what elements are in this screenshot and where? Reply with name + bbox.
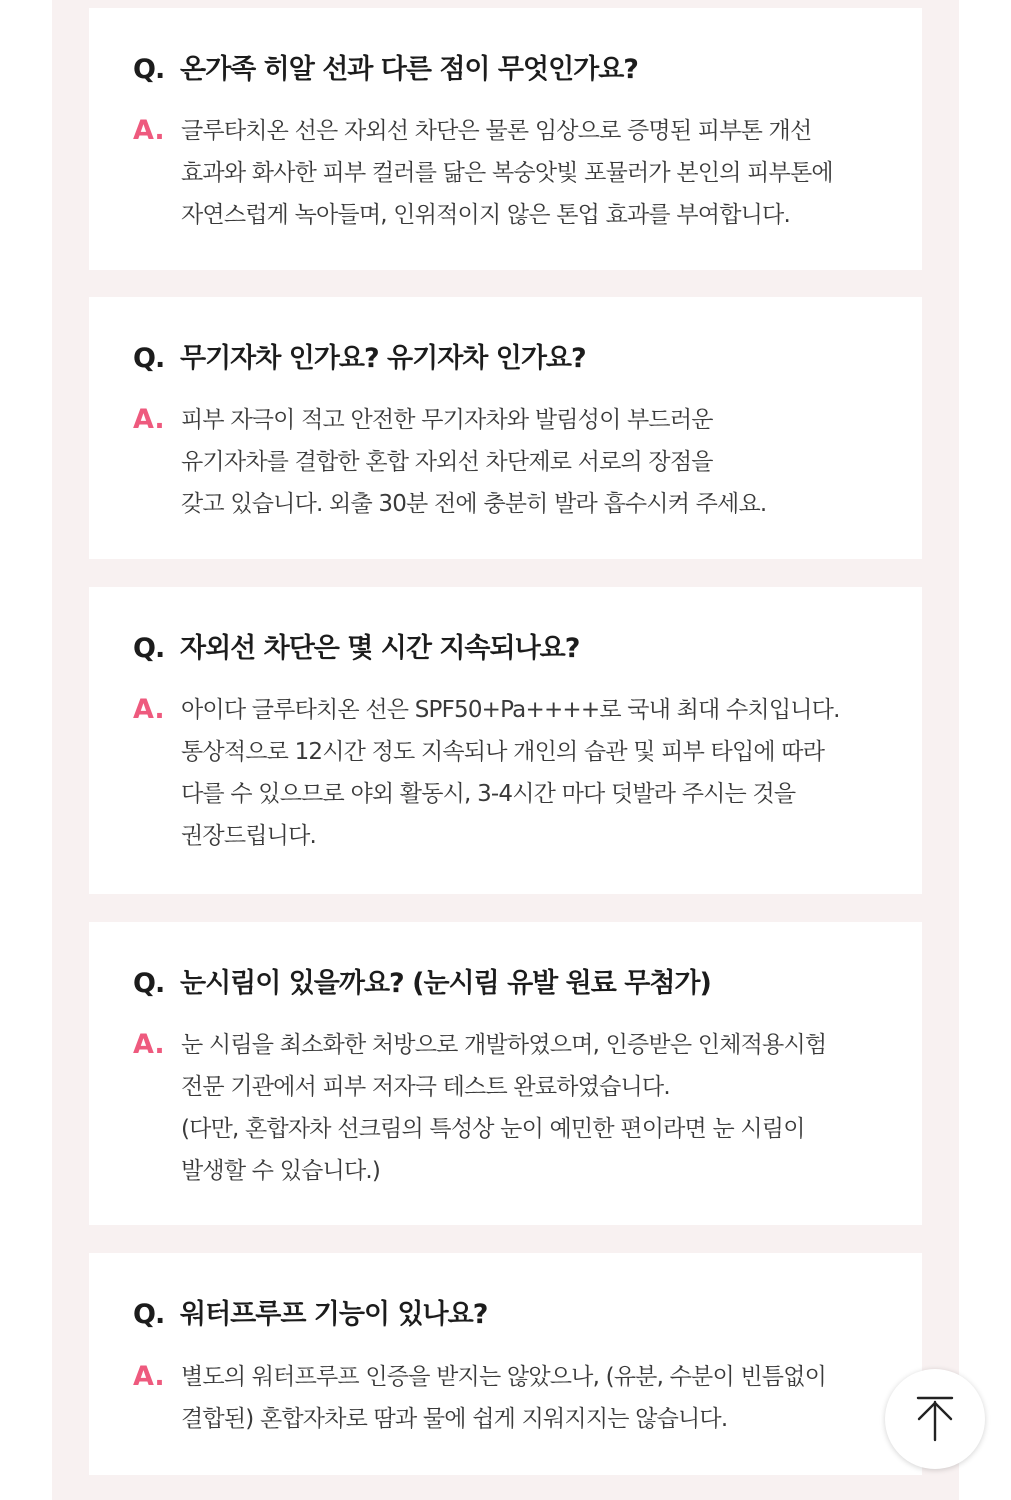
answer-mark: A. [133,694,165,725]
answer-line: 글루타치온 선은 자외선 차단은 물론 임상으로 증명된 피부톤 개선 [181,118,812,144]
answer-mark: A. [133,1361,165,1392]
answer-mark: A. [133,1029,165,1060]
faq-question [133,339,902,379]
answer-line: 피부 자극이 적고 안전한 무기자차와 발림성이 부드러운 [181,407,713,433]
question-mark: Q. [133,968,165,999]
answer-line: 결합된) 혼합자차로 땀과 물에 쉽게 지워지지는 않습니다. [181,1406,728,1432]
answer-line: 갖고 있습니다. 외출 30분 전에 충분히 발라 흡수시켜 주세요. [181,491,767,517]
question-mark: Q. [133,343,165,374]
question-mark: Q. [133,633,165,664]
answer-line: 다를 수 있으므로 야외 활동시, 3-4시간 마다 덧발라 주시는 것을 [181,781,796,807]
answer-line: 전문 기관에서 피부 저자극 테스트 완료하였습니다. [181,1074,670,1100]
answer-line: 유기자차를 결합한 혼합 자외선 차단제로 서로의 장점을 [181,449,713,475]
arrow-up-icon [910,1394,960,1444]
faq-question [133,50,902,90]
answer-line: 아이다 글루타치온 선은 SPF50+Pa++++로 국내 최대 수치입니다. [181,697,840,723]
faq-item [89,8,922,270]
question-mark: Q. [133,54,165,85]
answer-line: 효과와 화사한 피부 컬러를 닮은 복숭앗빛 포뮬러가 본인의 피부톤에 [181,160,833,186]
answer-line: 발생할 수 있습니다.) [181,1158,381,1184]
faq-item [89,297,922,559]
faq-question [133,629,902,669]
faq-question [133,1295,902,1335]
question-mark: Q. [133,1299,165,1330]
answer-line: 권장드립니다. [181,823,317,849]
faq-item [89,1253,922,1475]
answer-line: (다만, 혼합자차 선크림의 특성상 눈이 예민한 편이라면 눈 시림이 [181,1116,805,1142]
scroll-top-button[interactable] [885,1369,985,1469]
faq-item [89,587,922,894]
answer-line: 별도의 워터프루프 인증을 받지는 않았으나, (유분, 수분이 빈틈없이 [181,1364,827,1390]
question-text: 온가족 히알 선과 다른 점이 무엇인가요? [180,54,638,85]
question-text: 눈시림이 있을까요? (눈시림 유발 원료 무첨가) [180,968,711,999]
question-text: 자외선 차단은 몇 시간 지속되나요? [180,633,580,664]
faq-item [89,922,922,1225]
answer-mark: A. [133,404,165,435]
question-text: 무기자차 인가요? 유기자차 인가요? [180,343,586,374]
answer-mark: A. [133,115,165,146]
answer-line: 눈 시림을 최소화한 처방으로 개발하였으며, 인증받은 인체적용시험 [181,1032,827,1058]
answer-line: 자연스럽게 녹아들며, 인위적이지 않은 톤업 효과를 부여합니다. [181,202,790,228]
answer-line: 통상적으로 12시간 정도 지속되나 개인의 습관 및 피부 타입에 따라 [181,739,825,765]
faq-question [133,964,902,1004]
question-text: 워터프루프 기능이 있나요? [180,1299,488,1330]
